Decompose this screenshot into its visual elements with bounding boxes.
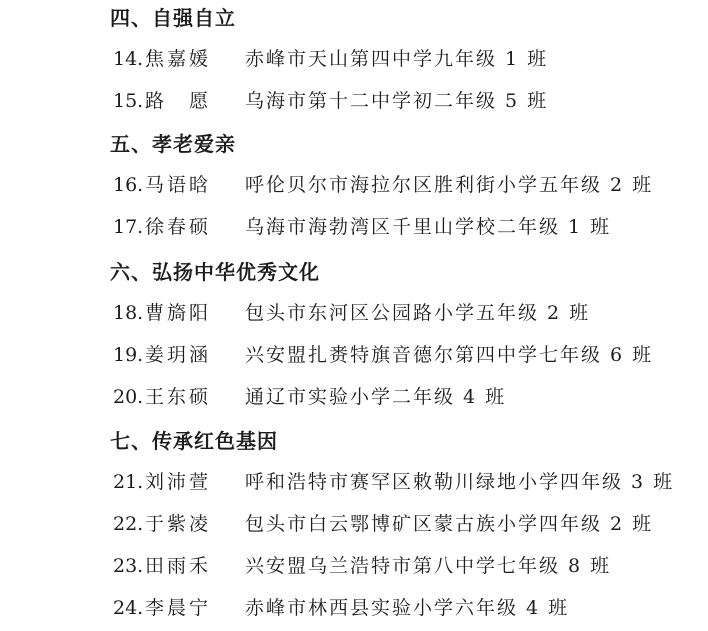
list-item xyxy=(113,388,506,407)
entry-number: 15. xyxy=(113,90,144,112)
school-class: 赤峰市天山第四中学九年级 1 班 xyxy=(245,48,549,70)
entry-number: 19. xyxy=(113,344,144,366)
section-heading-red-heritage: 七、传承红色基因 xyxy=(110,429,278,453)
section-heading-self-reliance: 四、自强自立 xyxy=(110,6,236,30)
entry-number: 17. xyxy=(113,216,144,238)
student-name: 田雨禾 xyxy=(145,555,212,577)
section-heading-filial-piety: 五、孝老爱亲 xyxy=(110,132,236,156)
school-class: 兴安盟扎赉特旗音德尔第四中学七年级 6 班 xyxy=(245,344,654,366)
student-name: 姜玥涵 xyxy=(145,344,212,366)
entry-number: 20. xyxy=(113,386,144,408)
school-class: 赤峰市林西县实验小学六年级 4 班 xyxy=(245,597,570,619)
entry-number: 16. xyxy=(113,174,144,196)
student-name: 李晨宁 xyxy=(145,597,212,619)
school-class: 乌海市海勃湾区千里山学校二年级 1 班 xyxy=(245,216,612,238)
student-name: 路 愿 xyxy=(145,90,212,112)
list-item xyxy=(113,92,548,111)
school-class: 乌海市第十二中学初二年级 5 班 xyxy=(245,90,549,112)
list-item xyxy=(113,346,653,365)
entry-number: 23. xyxy=(113,555,144,577)
school-class: 包头市东河区公园路小学五年级 2 班 xyxy=(245,302,591,324)
student-name: 刘沛萱 xyxy=(145,471,212,493)
student-name: 王东硕 xyxy=(145,386,212,408)
entry-number: 24. xyxy=(113,597,144,619)
list-item xyxy=(113,515,653,534)
list-item xyxy=(113,176,653,195)
school-class: 通辽市实验小学二年级 4 班 xyxy=(245,386,507,408)
student-name: 马语晗 xyxy=(145,174,212,196)
entry-number: 14. xyxy=(113,48,144,70)
list-item xyxy=(113,599,569,618)
list-item xyxy=(113,218,611,237)
school-class: 包头市白云鄂博矿区蒙古族小学四年级 2 班 xyxy=(245,513,654,535)
list-item xyxy=(113,557,611,576)
entry-number: 18. xyxy=(113,302,144,324)
list-item xyxy=(113,50,548,69)
school-class: 呼伦贝尔市海拉尔区胜利街小学五年级 2 班 xyxy=(245,174,654,196)
school-class: 兴安盟乌兰浩特市第八中学七年级 8 班 xyxy=(245,555,612,577)
entry-number: 21. xyxy=(113,471,144,493)
school-class: 呼和浩特市赛罕区敕勒川绿地小学四年级 3 班 xyxy=(245,471,675,493)
section-heading-chinese-culture: 六、弘扬中华优秀文化 xyxy=(110,260,320,284)
list-item xyxy=(113,473,674,492)
student-name: 焦嘉媛 xyxy=(145,48,212,70)
student-name: 徐春硕 xyxy=(145,216,212,238)
list-item xyxy=(113,304,590,323)
student-name: 于紫凌 xyxy=(145,513,212,535)
entry-number: 22. xyxy=(113,513,144,535)
student-name: 曹旖阳 xyxy=(145,302,212,324)
